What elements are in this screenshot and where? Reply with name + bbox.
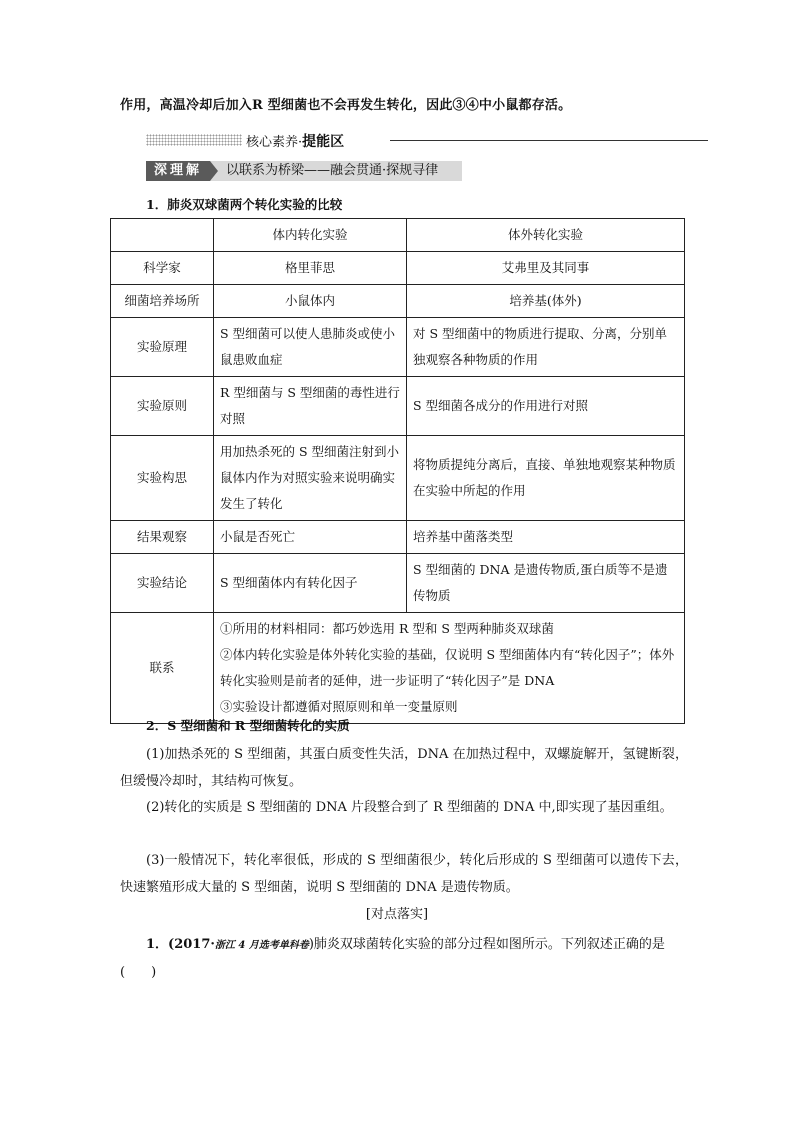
cell-in-vitro: 对 S 型细菌中的物质进行提取、分离，分别单独观察各种物质的作用	[407, 318, 685, 377]
link-cell	[214, 613, 685, 724]
question-1	[120, 931, 690, 986]
cell-in-vivo: R 型细菌与 S 型细菌的毒性进行对照	[214, 377, 407, 436]
cell-in-vitro: S 型细菌的 DNA 是遗传物质,蛋白质等不是遗传物质	[407, 554, 685, 613]
section-rule	[390, 140, 708, 141]
heading-essence: 2．S 型细菌和 R 型细菌转化的实质	[146, 718, 350, 733]
paragraph: (1)加热杀死的 S 型细菌，其蛋白质变性失活，DNA 在加热过程中，双螺旋解开，氢键断裂，但缓慢冷却时，其结构可恢复。	[120, 747, 688, 789]
section-header	[146, 131, 708, 149]
table-row-link	[111, 613, 685, 724]
table-row	[111, 554, 685, 613]
table-row	[111, 318, 685, 377]
cell-in-vivo: S 型细菌体内有转化因子	[214, 554, 407, 613]
tag-arrow	[210, 161, 218, 181]
link-item: ②体内转化实验是体外转化实验的基础，仅说明 S 型细菌体内有“转化因子”；体外转化实验则是前者的延伸，进一步证明了“转化因子”是 DNA	[220, 647, 675, 688]
cell-in-vivo: 小鼠体内	[214, 285, 407, 318]
link-item: ③实验设计都遵循对照原则和单一变量原则	[220, 699, 458, 714]
cell-in-vivo: 格里菲思	[214, 252, 407, 285]
top-line-text: 作用，高温冷却后加入R 型细菌也不会再发生转化，因此③④中小鼠都存活。	[120, 98, 572, 113]
row-label: 联系	[111, 613, 214, 724]
cell-in-vitro: 培养基中菌落类型	[407, 521, 685, 554]
row-label: 科学家	[111, 252, 214, 285]
comparison-table	[110, 218, 685, 724]
section-title	[246, 131, 344, 151]
tag-label: 深理解	[146, 161, 210, 181]
row-label: 实验构思	[111, 436, 214, 521]
table-row	[111, 285, 685, 318]
dotted-decoration	[146, 134, 242, 146]
table-header-cell: 体外转化实验	[407, 219, 685, 252]
row-label: 结果观察	[111, 521, 214, 554]
question-number: 1．(2017·	[146, 937, 215, 952]
row-label: 实验结论	[111, 554, 214, 613]
cell-in-vitro: 将物质提纯分离后，直接、单独地观察某种物质在实验中所起的作用	[407, 436, 685, 521]
tag-subtitle: 以联系为桥梁——融会贯通·探规寻律	[226, 163, 439, 178]
question-source: 浙江 4 月选考单科卷	[214, 940, 309, 951]
cell-in-vitro: 艾弗里及其同事	[407, 252, 685, 285]
link-item: ①所用的材料相同：都巧妙选用 R 型和 S 型两种肺炎双球菌	[220, 621, 554, 636]
section-title-prefix: 核心素养·	[246, 135, 303, 150]
tag-banner	[146, 161, 462, 181]
table-header-cell: 体内转化实验	[214, 219, 407, 252]
practice-title: [对点落实]	[365, 907, 429, 922]
section-title-bold: 提能区	[302, 134, 345, 150]
table-row	[111, 436, 685, 521]
table-header-cell	[111, 219, 214, 252]
table-row	[111, 377, 685, 436]
table-header-row	[111, 219, 685, 252]
heading-comparison: 1．肺炎双球菌两个转化实验的比较	[146, 197, 343, 212]
question-text: )肺炎双球菌转化实验的部分过程如图所示。下列叙述正确的是( )	[120, 937, 665, 980]
cell-in-vitro: 培养基(体外)	[407, 285, 685, 318]
table-row	[111, 252, 685, 285]
row-label: 实验原则	[111, 377, 214, 436]
row-label: 细菌培养场所	[111, 285, 214, 318]
cell-in-vivo: 用加热杀死的 S 型细菌注射到小鼠体内作为对照实验来说明确实发生了转化	[214, 436, 407, 521]
paragraph: (3)一般情况下，转化率很低，形成的 S 型细菌很少，转化后形成的 S 型细菌可以遗传下去，快速繁殖形成大量的 S 型细菌，说明 S 型细菌的 DNA 是遗传物质。	[120, 853, 688, 895]
cell-in-vitro: S 型细菌各成分的作用进行对照	[407, 377, 685, 436]
paragraph: (2)转化的实质是 S 型细菌的 DNA 片段整合到了 R 型细菌的 DNA 中,即实现了基因重组。	[146, 800, 673, 815]
cell-in-vivo: S 型细菌可以使人患肺炎或使小鼠患败血症	[214, 318, 407, 377]
table-row	[111, 521, 685, 554]
row-label: 实验原理	[111, 318, 214, 377]
cell-in-vivo: 小鼠是否死亡	[214, 521, 407, 554]
